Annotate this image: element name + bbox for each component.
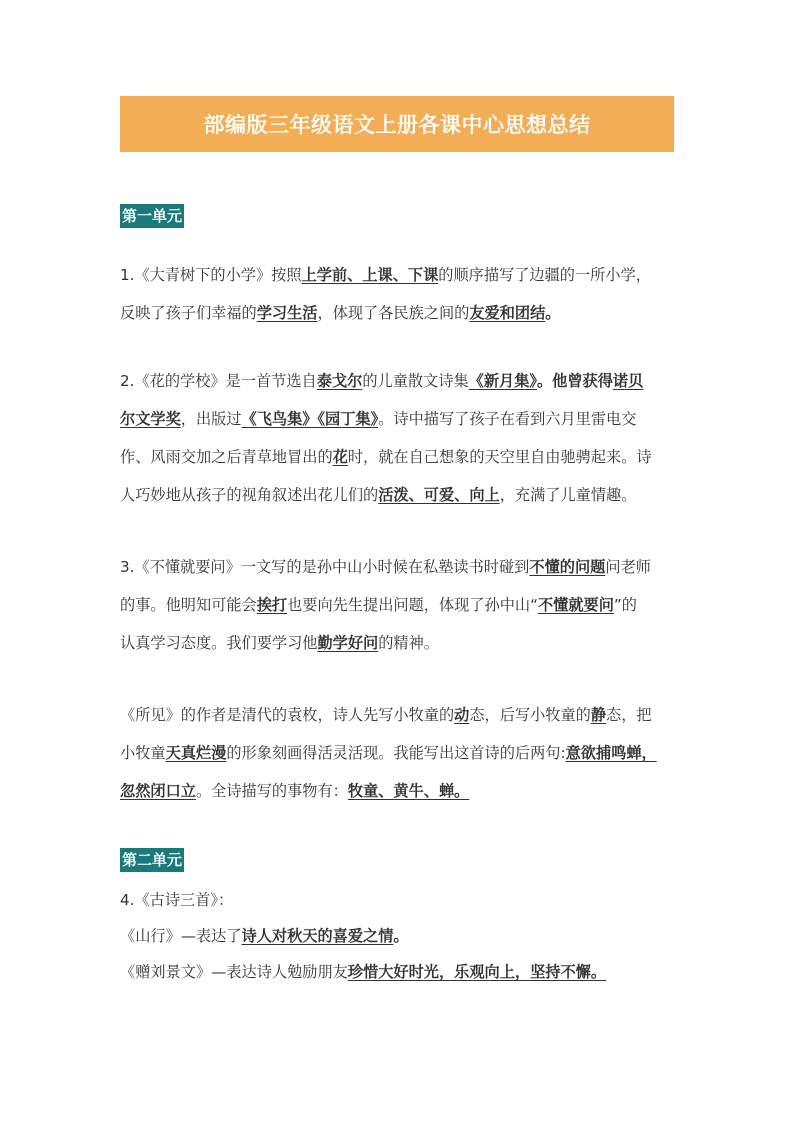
text: ，充满了儿童情趣。 xyxy=(499,486,637,504)
paragraph-line xyxy=(120,548,680,586)
text: 人巧妙地从孩子的视角叙述出花儿们的 xyxy=(120,486,379,504)
paragraph-3 xyxy=(120,548,680,662)
paragraph-line xyxy=(120,882,680,918)
keyword: 《飞鸟集》《园丁集》 xyxy=(241,410,379,428)
paragraph-line xyxy=(120,734,680,772)
text: 。 xyxy=(545,304,561,322)
paragraph-1 xyxy=(120,256,680,332)
keyword: 诗人对秋天的喜爱之情 xyxy=(241,927,394,945)
text: 《赠刘景文》—表达诗人勉励朋友 xyxy=(120,963,348,981)
keyword: 上学前、上课、下课 xyxy=(301,266,439,284)
text: 的精神。 xyxy=(378,634,439,652)
keyword: 动 xyxy=(454,706,470,724)
text: 小牧童 xyxy=(120,744,166,762)
keyword: 学习生活 xyxy=(256,304,318,322)
text: 的儿童散文诗集 xyxy=(362,372,469,390)
text: 的事。他明知可能会 xyxy=(120,596,257,614)
text: 也要向先生提出问题，体现了孙中山“ xyxy=(287,596,538,614)
text: 态，后写小牧童的 xyxy=(469,706,591,724)
keyword: 挨打 xyxy=(256,596,288,614)
text: 。诗中描写了孩子在看到六月里雷电交 xyxy=(378,410,637,428)
unit-badge-1: 第一单元 xyxy=(120,204,184,228)
keyword: 活泼、可爱、向上 xyxy=(378,486,500,504)
keyword: 友爱和团结 xyxy=(469,304,546,322)
text: 的形象刻画得活灵活现。我能写出这首诗的后两句: xyxy=(226,744,566,762)
keyword: 花 xyxy=(332,448,348,466)
text: 。 xyxy=(393,927,409,945)
paragraph-line xyxy=(120,400,680,438)
paragraph-line xyxy=(120,438,680,476)
text: 问老师 xyxy=(605,558,651,576)
keyword: 牧童、黄牛、蝉。 xyxy=(347,782,470,800)
keyword: 忽然闭口立 xyxy=(120,782,196,800)
paragraph-line xyxy=(120,256,680,294)
page-title: 部编版三年级语文上册各课中心思想总结 xyxy=(203,113,591,137)
paragraph-line xyxy=(120,476,680,514)
text: 。他曾获得 xyxy=(536,372,613,390)
keyword: 珍惜大好时光，乐观向上，坚持不懈。 xyxy=(347,963,606,981)
text: ，体现了各民族之间的 xyxy=(317,304,470,322)
keyword: 尔文学奖 xyxy=(120,410,181,428)
paragraph-line xyxy=(120,294,680,332)
keyword: 勤学好问 xyxy=(317,634,379,652)
keyword: 静 xyxy=(590,706,606,724)
paragraph-2 xyxy=(120,362,680,514)
text: 的顺序描写了边疆的一所小学， xyxy=(438,266,651,284)
paragraph-line xyxy=(120,362,680,400)
paragraph-line xyxy=(120,772,680,810)
text: 态，把 xyxy=(606,706,652,724)
keyword: 《新月集》 xyxy=(468,372,537,390)
text: 反映了孩子们幸福的 xyxy=(120,304,257,322)
text: ，出版过 xyxy=(180,410,242,428)
keyword: 天真烂漫 xyxy=(165,744,227,762)
paragraph-line xyxy=(120,586,680,624)
paragraph-5 xyxy=(120,882,680,990)
text: 作、风雨交加之后青草地冒出的 xyxy=(120,448,333,466)
keyword: 诺贝 xyxy=(612,372,644,390)
paragraph-4 xyxy=(120,696,680,810)
keyword: 意欲捕鸣蝉， xyxy=(565,744,657,762)
text: ”的 xyxy=(613,596,637,614)
text: 3.《不懂就要问》一文写的是孙中山小时候在私塾读书时碰到 xyxy=(120,558,530,576)
text: 2.《花的学校》是一首节选自 xyxy=(120,372,317,390)
keyword: 不懂的问题 xyxy=(529,558,606,576)
keyword: 泰戈尔 xyxy=(316,372,363,390)
keyword: 不懂就要问 xyxy=(537,596,614,614)
text: 1.《大青树下的小学》按照 xyxy=(120,266,302,284)
unit-badge-2: 第二单元 xyxy=(120,848,184,872)
text: 时，就在自己想象的天空里自由驰骋起来。诗 xyxy=(347,448,652,466)
text: 《所见》的作者是清代的袁枚，诗人先写小牧童的 xyxy=(120,706,455,724)
paragraph-line xyxy=(120,624,680,662)
paragraph-line xyxy=(120,954,680,990)
title-banner xyxy=(120,96,674,152)
text: 《山行》—表达了 xyxy=(120,927,242,945)
text: 认真学习态度。我们要学习他 xyxy=(120,634,318,652)
paragraph-line xyxy=(120,918,680,954)
text: 。全诗描写的事物有： xyxy=(195,782,348,800)
text: 4.《古诗三首》： xyxy=(120,891,234,909)
paragraph-line xyxy=(120,696,680,734)
